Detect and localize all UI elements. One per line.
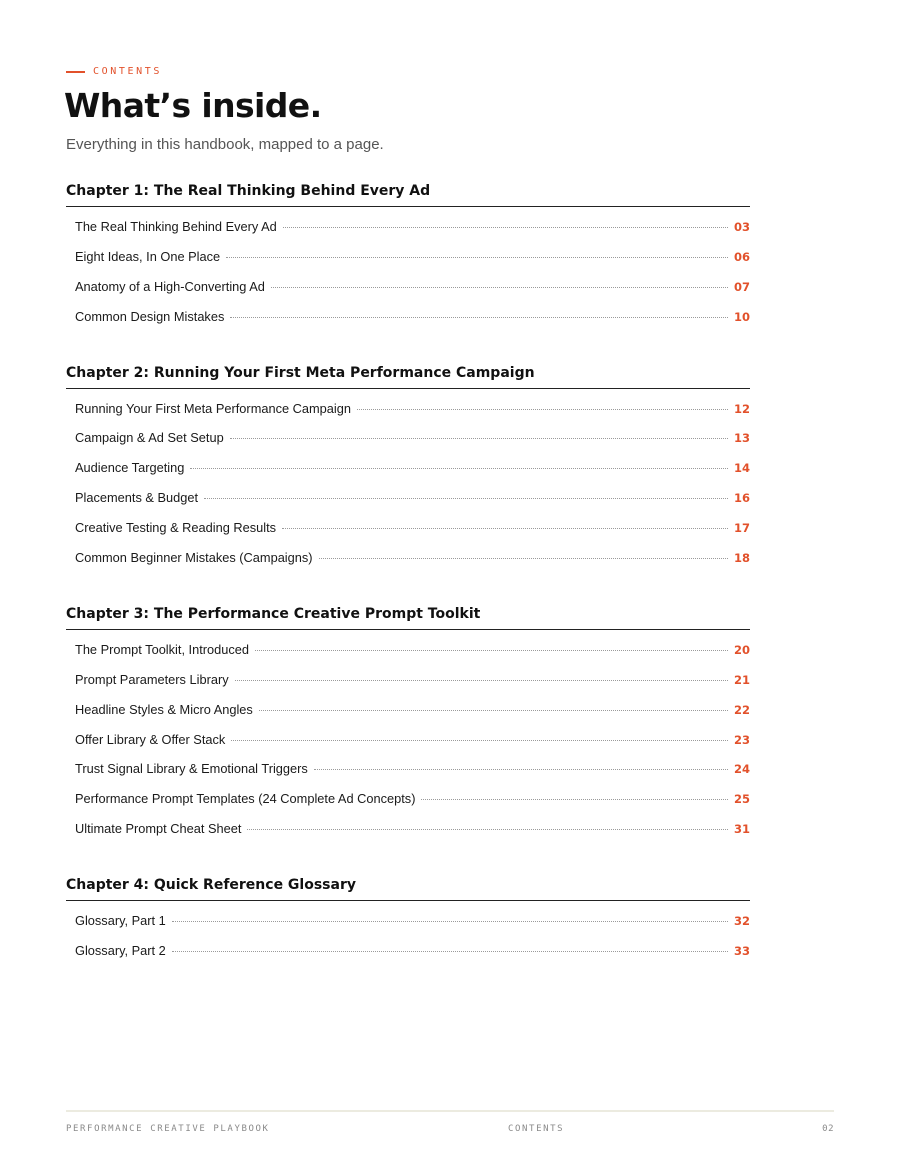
toc-entry-page-number: 25 <box>733 792 750 807</box>
toc-entry-page-number: 21 <box>733 672 750 687</box>
toc-entry[interactable] <box>66 913 750 943</box>
dotted-leader <box>230 317 728 318</box>
toc-entry-label: The Prompt Toolkit, Introduced <box>75 641 250 657</box>
toc-entry-label: Anatomy of a High-Converting Ad <box>75 278 265 294</box>
dotted-leader <box>190 468 728 469</box>
chapter-title: Chapter 3: The Performance Creative Prompt Toolkit <box>66 604 750 630</box>
toc-entry-page-number: 24 <box>733 762 750 777</box>
eyebrow-rule <box>66 71 85 73</box>
chapter-section <box>66 875 750 973</box>
toc-entry-label: Performance Prompt Templates (24 Complete Ad Concepts) <box>75 791 416 807</box>
section-eyebrow <box>66 66 162 77</box>
chapter-entries <box>66 901 750 973</box>
toc-entry[interactable] <box>66 249 750 279</box>
dotted-leader <box>235 680 728 681</box>
dotted-leader <box>255 650 728 651</box>
chapter-section <box>66 363 750 580</box>
dotted-leader <box>271 287 728 288</box>
toc-entry[interactable] <box>66 550 750 580</box>
toc-entry-page-number: 06 <box>733 249 750 264</box>
toc-entry-label: Glossary, Part 2 <box>75 943 166 959</box>
toc-entry[interactable] <box>66 821 750 851</box>
toc-entry-label: The Real Thinking Behind Every Ad <box>75 219 277 234</box>
toc-entry-label: Headline Styles & Micro Angles <box>75 701 253 717</box>
toc-entry-label: Common Beginner Mistakes (Campaigns) <box>75 550 313 566</box>
toc-entry-label: Eight Ideas, In One Place <box>75 248 221 264</box>
toc-entry-page-number: 12 <box>733 401 750 416</box>
dotted-leader <box>283 227 728 228</box>
dotted-leader <box>319 558 728 559</box>
dotted-leader <box>172 951 728 952</box>
toc-entry-page-number: 10 <box>733 309 750 324</box>
toc-entry-label: Running Your First Meta Performance Campaign <box>75 400 351 416</box>
page-title: What’s inside. <box>64 86 322 125</box>
eyebrow-label: CONTENTS <box>93 66 162 77</box>
chapter-title: Chapter 1: The Real Thinking Behind Every Ad <box>66 181 750 207</box>
toc-entry-label: Ultimate Prompt Cheat Sheet <box>75 821 242 837</box>
toc-entry[interactable] <box>66 672 750 702</box>
toc-entry-page-number: 16 <box>733 491 750 506</box>
toc-entry[interactable] <box>66 761 750 791</box>
toc-entry-label: Creative Testing & Reading Results <box>75 520 277 536</box>
dotted-leader <box>247 829 728 830</box>
toc-entry-page-number: 32 <box>733 914 750 929</box>
toc-entry-page-number: 18 <box>733 551 750 566</box>
dotted-leader <box>230 438 728 439</box>
toc-entry[interactable] <box>66 279 750 309</box>
toc-entry-page-number: 13 <box>733 431 750 446</box>
dotted-leader <box>172 921 728 922</box>
dotted-leader <box>259 710 728 711</box>
toc-entry-label: Campaign & Ad Set Setup <box>75 430 224 446</box>
dotted-leader <box>421 799 728 800</box>
toc-entry[interactable] <box>66 430 750 460</box>
chapter-entries <box>66 630 750 851</box>
chapter-section <box>66 604 750 851</box>
footer-page-number: 02 <box>822 1124 834 1134</box>
dotted-leader <box>231 740 728 741</box>
toc-entry-page-number: 14 <box>733 461 750 476</box>
toc-entry[interactable] <box>66 219 750 249</box>
dotted-leader <box>282 528 728 529</box>
toc-entry[interactable] <box>66 460 750 490</box>
toc-entry[interactable] <box>66 791 750 821</box>
chapter-entries <box>66 389 750 580</box>
toc-entry-label: Trust Signal Library & Emotional Triggers <box>75 761 308 777</box>
dotted-leader <box>204 498 728 499</box>
footer-publication-title: PERFORMANCE CREATIVE PLAYBOOK <box>66 1124 270 1134</box>
chapter-entries <box>66 207 750 339</box>
toc-entry-page-number: 07 <box>733 279 750 294</box>
toc-entry-label: Placements & Budget <box>75 490 199 506</box>
toc-entry[interactable] <box>66 732 750 762</box>
toc-entry[interactable] <box>66 943 750 973</box>
toc-entry-page-number: 20 <box>733 642 750 657</box>
dotted-leader <box>314 769 728 770</box>
toc-entry-page-number: 31 <box>733 822 750 837</box>
toc-entry[interactable] <box>66 401 750 431</box>
dotted-leader <box>357 409 728 410</box>
toc-entry-page-number: 17 <box>733 521 750 536</box>
chapter-title: Chapter 2: Running Your First Meta Performance Campaign <box>66 363 750 389</box>
toc-entry[interactable] <box>66 520 750 550</box>
footer-section-label: CONTENTS <box>508 1124 565 1134</box>
toc-entry-label: Prompt Parameters Library <box>75 671 229 687</box>
toc-entry-page-number: 03 <box>733 220 750 234</box>
footer-divider <box>66 1110 834 1112</box>
page-subtitle: Everything in this handbook, mapped to a page. <box>66 136 384 153</box>
toc-entry-page-number: 23 <box>733 732 750 747</box>
toc-entry-label: Offer Library & Offer Stack <box>75 731 226 747</box>
chapter-title: Chapter 4: Quick Reference Glossary <box>66 875 750 901</box>
dotted-leader <box>226 257 728 258</box>
toc-entry[interactable] <box>66 309 750 339</box>
toc-entry-page-number: 33 <box>733 944 750 959</box>
toc-entry-label: Audience Targeting <box>75 460 185 476</box>
toc-entry[interactable] <box>66 490 750 520</box>
toc-entry-page-number: 22 <box>733 702 750 717</box>
toc-entry-label: Glossary, Part 1 <box>75 913 166 929</box>
toc-entry[interactable] <box>66 702 750 732</box>
chapter-section <box>66 181 750 339</box>
table-of-contents <box>66 181 750 997</box>
toc-entry-label: Common Design Mistakes <box>75 308 225 324</box>
toc-entry[interactable] <box>66 642 750 672</box>
